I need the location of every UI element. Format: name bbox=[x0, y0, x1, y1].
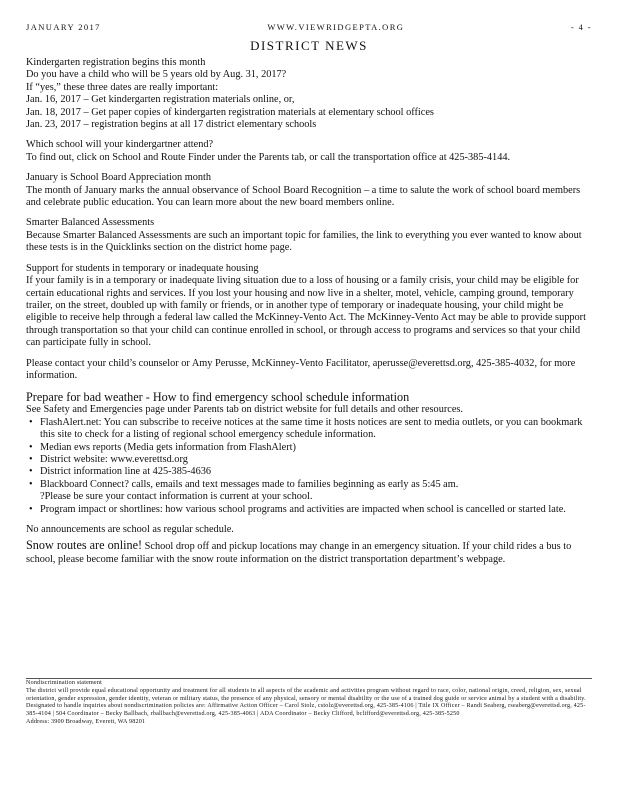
board-month-body: The month of January marks the annual observance of School Board Recognition – a time to salute the work of school board members and celebrate public education. You can learn more about the new board members online. bbox=[26, 184, 581, 209]
weather-list bbox=[26, 417, 592, 516]
bullet-icon: • bbox=[29, 503, 33, 515]
kindergarten-line: Jan. 23, 2017 – registration begins at all 17 district elementary schools bbox=[26, 119, 317, 131]
footer-heading: Nondiscrimination statement bbox=[26, 680, 102, 686]
page-title: DISTRICT NEWS bbox=[250, 38, 368, 53]
snow-routes-heading: Snow routes are online! bbox=[26, 538, 143, 553]
snow-routes-section bbox=[26, 539, 592, 566]
kindergarten-section bbox=[26, 57, 592, 131]
header-date: JANUARY 2017 bbox=[26, 22, 101, 32]
bullet-icon: • bbox=[29, 466, 33, 478]
kindergarten-line: Do you have a child who will be 5 years old by Aug. 31, 2017? bbox=[26, 69, 287, 81]
housing-heading: Support for students in temporary or inadequate housing bbox=[26, 262, 259, 274]
list-item-text: District website: www.everettsd.org bbox=[40, 453, 188, 465]
board-month-heading: January is School Board Appreciation month bbox=[26, 172, 212, 184]
board-month-section bbox=[26, 172, 592, 209]
bullet-icon: • bbox=[29, 416, 33, 428]
list-item-text: FlashAlert.net: You can subscribe to receive notices at the same time it hosts notices are sent to media outlets, or you can bookmark this site to check for a listing of regional school emergency schedule information. bbox=[40, 416, 583, 441]
footer-body: The district will provide equal educational opportunity and treatment for all students in all aspects of the academic and activities program without regard to race, color, national origin, creed, religion, sex, sexual orientation, gender expression, gender identity, veteran or military status, the presence of any physical, sensory or mental disability or the use of a trained dog guide or service animal by a student with a disability. Designated to handle inquiries about nondiscrimination policies are: Affirmative Action Officer – Carol Stolz, cstolz@everettsd.org, 425-385-4106 | Title IX Officer – Randi Seaberg, rseaberg@everettsd.org, 425-385-4104 | 504 Coordinator – Becky Ballbach, rballbach@everettsd.org, 425-385-4063 | ADA Coordinator – Becky Clifford, bclifford@everettsd.org, 425-385-5250 bbox=[26, 687, 586, 718]
bullet-icon: • bbox=[29, 478, 33, 490]
housing-contact: Please contact your child’s counselor or Amy Perusse, McKinney-Vento Facilitator, aperusse@everettsd.org, 425-385-4032, for more information. bbox=[26, 357, 576, 381]
smarter-balanced-heading: Smarter Balanced Assessments bbox=[26, 217, 155, 229]
list-item bbox=[29, 416, 592, 442]
page-header bbox=[26, 22, 592, 32]
list-item bbox=[29, 466, 592, 478]
header-website[interactable]: WWW.VIEWRIDGEPTA.ORG bbox=[267, 22, 405, 32]
nondiscrimination-footer bbox=[26, 680, 592, 727]
smarter-balanced-body: Because Smarter Balanced Assessments are such an important topic for families, the link to everything you ever wanted to know about these tests is in the Quicklinks section on the district home page. bbox=[26, 229, 582, 254]
weather-heading: Prepare for bad weather - How to find emergency school schedule information bbox=[26, 390, 410, 405]
list-item-text: Program impact or shortlines: how various school programs and activities are impacted when school is cancelled or started late. bbox=[40, 503, 566, 515]
kindergarten-line: Jan. 18, 2017 – Get paper copies of kindergarten registration materials at elementary school offices bbox=[26, 106, 434, 118]
bullet-icon: • bbox=[29, 441, 33, 453]
kindergarten-line: If “yes,” these three dates are really important: bbox=[26, 81, 219, 93]
list-item-text: Blackboard Connect? calls, emails and text messages made to families beginning as early as 5:45 am. bbox=[40, 478, 459, 490]
header-page-number: - 4 - bbox=[570, 22, 592, 32]
announcements-text: No announcements are school as regular schedule. bbox=[26, 524, 234, 535]
announcements-section bbox=[26, 524, 592, 536]
newsletter-page bbox=[26, 22, 592, 566]
list-item bbox=[29, 453, 592, 466]
footer-divider bbox=[26, 678, 592, 679]
snow-routes-body: School drop off and pickup locations may change in an emergency situation. If your child rides a bus to school, please become familiar with the snow route information on the district transportation department’s webpage. bbox=[26, 541, 572, 565]
list-item-subtext: ?Please be sure your contact information is current at your school. bbox=[40, 491, 313, 503]
list-item-text: District information line at 425-385-4636 bbox=[40, 466, 212, 478]
weather-intro: See Safety and Emergencies page under Parents tab on district website for full details and other resources. bbox=[26, 404, 463, 416]
housing-body: If your family is in a temporary or inadequate living situation due to a loss of housing or a family crisis, your child may be eligible for certain educational rights and services. If you lost your housing and now live in a shelter, motel, vehicle, camping ground, temporary trailer, on the street, doubled up with family or friends, or in another type of temporary or inadequate housing, your child might be eligible to receive help through a federal law called the McKinney-Vento Act. The McKinney-Vento Act may be able to provide support through transportation so that your child can continue enrolled in school, or through access to programs and services so that your child can participate fully in school. bbox=[26, 275, 586, 349]
footer-address: Address: 3900 Broadway, Everett, WA 98201 bbox=[26, 718, 146, 725]
list-item bbox=[29, 503, 592, 516]
housing-section bbox=[26, 263, 592, 383]
school-attend-heading: Which school will your kindergartner attend? bbox=[26, 139, 214, 151]
weather-section bbox=[26, 390, 592, 516]
school-attend-section bbox=[26, 139, 592, 164]
list-item bbox=[29, 478, 592, 504]
kindergarten-line: Jan. 16, 2017 – Get kindergarten registration materials online, or, bbox=[26, 94, 295, 106]
list-item-text: Median ews reports (Media gets information from FlashAlert) bbox=[40, 441, 296, 453]
smarter-balanced-section bbox=[26, 217, 592, 254]
kindergarten-heading: Kindergarten registration begins this month bbox=[26, 57, 206, 68]
list-item bbox=[29, 441, 592, 454]
school-attend-body: To find out, click on School and Route Finder under the Parents tab, or call the transportation office at 425-385-4144. bbox=[26, 151, 511, 163]
bullet-icon: • bbox=[29, 453, 33, 465]
